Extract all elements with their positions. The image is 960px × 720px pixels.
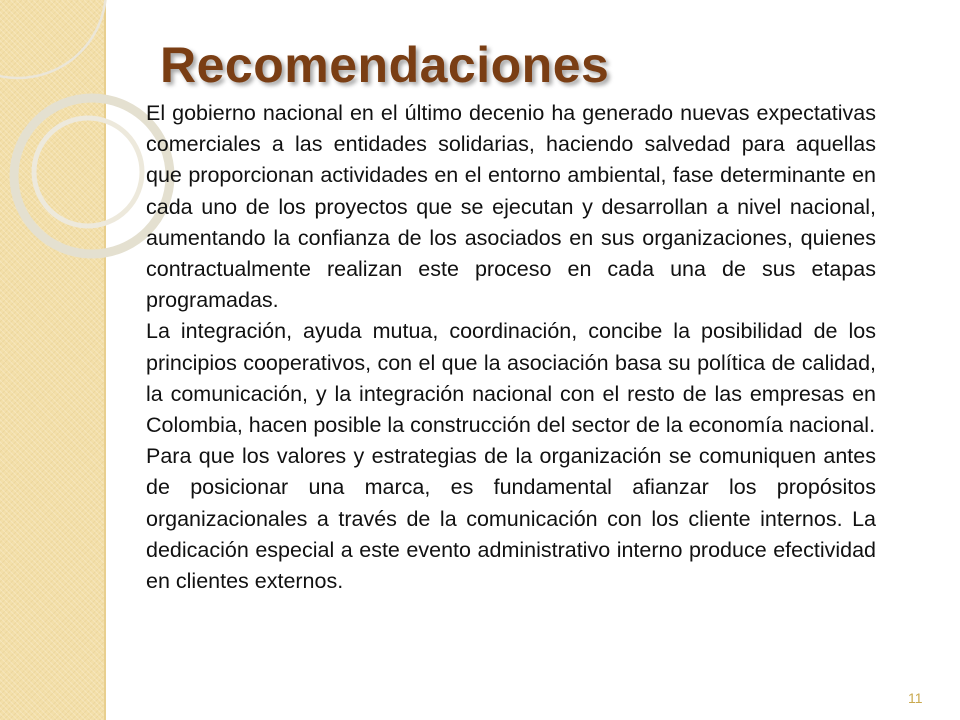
paragraph-2: La integración, ayuda mutua, coordinación, concibe la posibilidad de los principios cooperativos, con el que la asociación basa su política de calidad, la comunicación, y la integración nacional con el resto de las empresas en Colombia, hacen posible la construcción del sector de la economía nacional. <box>146 319 876 438</box>
inner-ring <box>34 118 142 226</box>
paragraph-3: Para que los valores y estrategias de la organización se comuniquen antes de posicionar una marca, es fundamental afianzar los propósitos organizacionales a través de la comunicación con los cliente internos. La dedicación especial a este evento administrativo interno produce efectividad en clientes externos. <box>146 444 876 594</box>
paragraph-1: El gobierno nacional en el último decenio ha generado nuevas expectativas comerciales a las entidades solidarias, haciendo salvedad para aquellas que proporcionan actividades en el entorno ambiental, fase determinante en cada uno de los proyectos que se ejecutan y desarrollan a nivel nacional, aumentando la confianza de los asociados en sus organizaciones, quienes contractualmente realizan este proceso en cada una de sus etapas programadas. <box>146 101 876 313</box>
slide-body <box>146 98 876 597</box>
slide-title: Recomendaciones <box>160 37 610 93</box>
top-ring-arc <box>0 0 106 78</box>
slide-number: 11 <box>908 690 923 706</box>
